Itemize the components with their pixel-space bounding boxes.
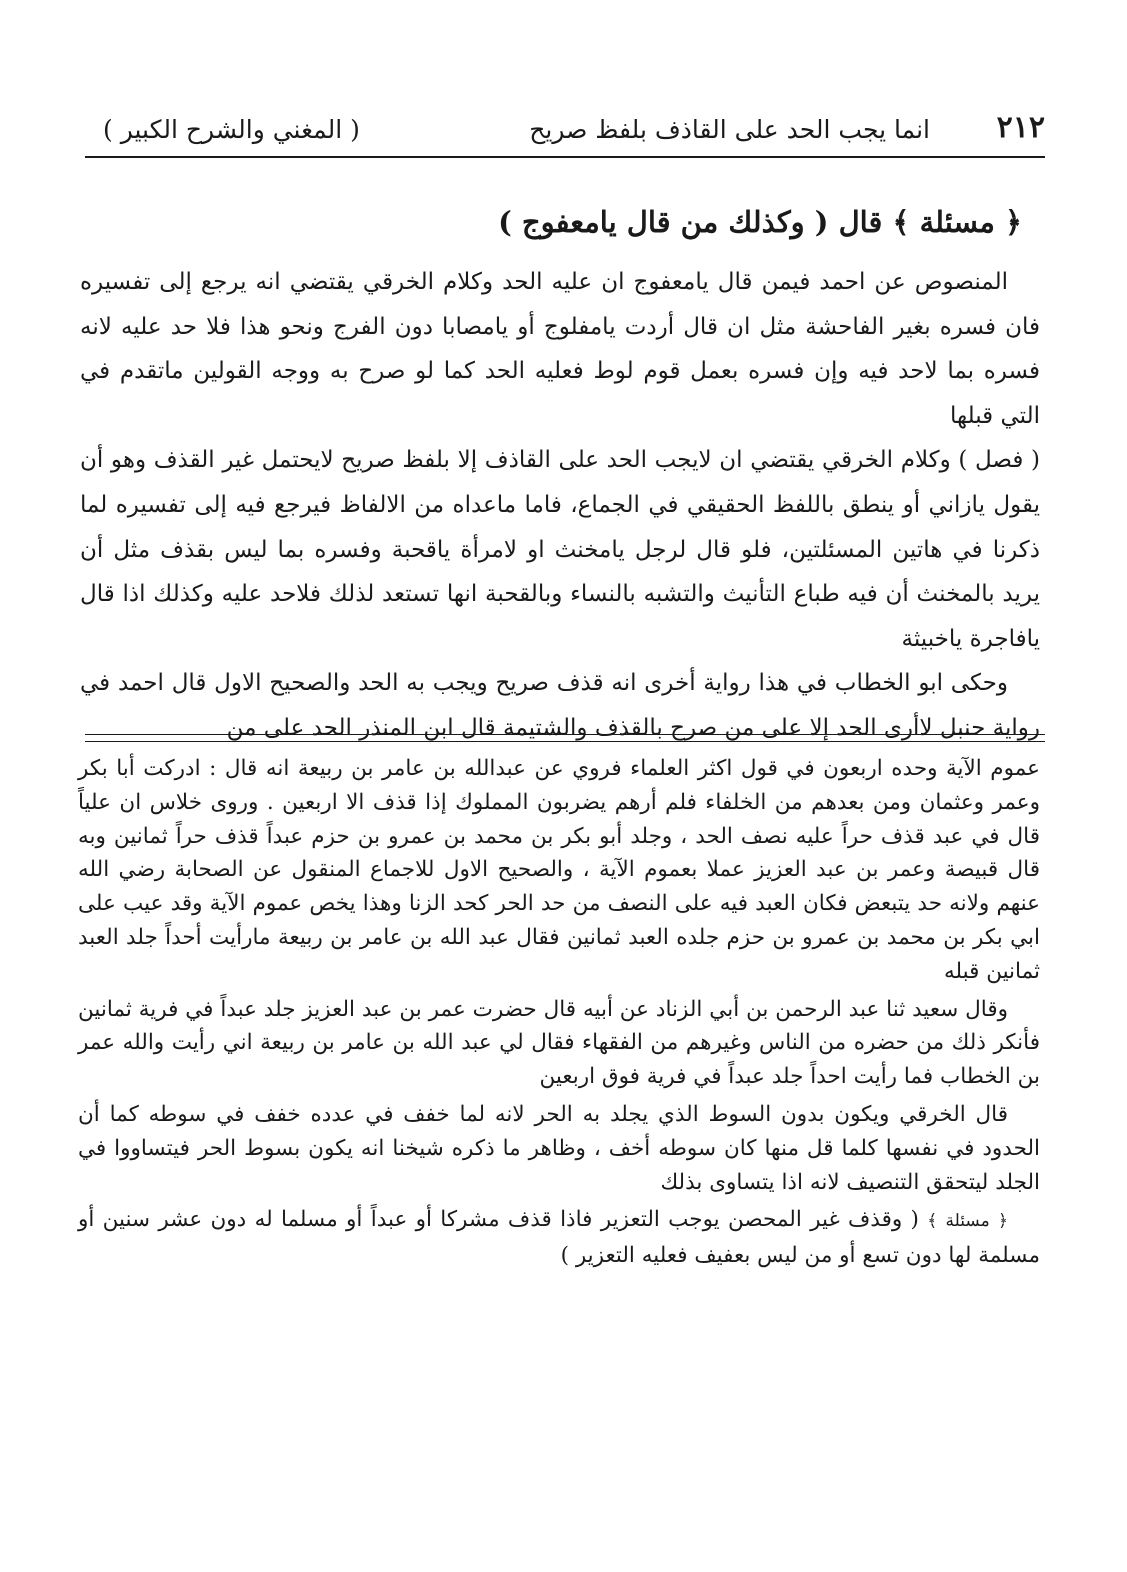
close-bracket: ﴾ — [927, 1211, 938, 1232]
main-text — [80, 192, 1040, 751]
commentary-paragraph: وقال سعيد ثنا عبد الرحمن بن أبي الزناد عن أبيه قال حضرت عمر بن عبد العزيز جلد عبداً في فرية ثمانين فأنكر ذلك من حضره من الناس وغيرهم من الفقهاء فقال لي عبد الله بن عامر بن ربيعة اني رأيت والله عمر بن الخطاب فما رأيت احداً جلد عبداً في فرية فوق اربعين — [78, 996, 1040, 1090]
header-rule — [85, 156, 1045, 158]
masala-word: مسئلة — [945, 1211, 990, 1232]
main-paragraph: ( فصل ) وكلام الخرقي يقتضي ان لايجب الحد على القاذف إلا بلفظ صريح لايحتمل غير القذف وهو أن يقول يازاني أو ينطق باللفظ الحقيقي في الجماع، فاما ماعداه من الالفاظ فيرجع فيه إلى تفسيره لما ذكرنا في هاتين المسئلتين، فلو قال لرجل يامخنث او لامرأة ياقحبة وفسره بما ليس بقذف مثل أن يريد بالمخنث أن فيه طباع التأنيث والتشبه بالنساء وبالقحبة انها تستعد لذلك فلاحد عليه وكذلك اذا قال يافاجرة ياخبيثة — [80, 447, 1040, 652]
commentary-paragraph: عموم الآية وحده اربعون في قول اكثر العلماء فروي عن عبدالله بن عامر بن ربيعة انه قال : ادركت أبا بكر وعمر وعثمان ومن بعدهم من الخلفاء فلم أرهم يضربون المملوك إذا قذف الا اربعين . وروى خلاس ان علياً قال في عبد قذف حراً عليه نصف الحد ، وجلد أبو بكر بن محمد بن عمرو بن حزم عبداً قذف حراً ثمانين وبه قال قبيصة وعمر بن عبد العزيز عملا بعموم الآية ، والصحيح الاول للاجماع المنقول عن الصحابة رضي الله عنهم ولانه حد يتبعض فكان العبد فيه على النصف من حد الحر كحد الزنا وهذا يخص عموم الآية وقد عيب على ابي بكر بن محمد بن عمرو بن حزم جلده العبد ثمانين فقال عبد الله بن عامر بن ربيعة مارأيت أحداً جلد العبد ثمانين قبله — [78, 756, 1040, 984]
section-separator — [85, 734, 1045, 742]
main-paragraph: وحكى ابو الخطاب في هذا رواية أخرى انه قذف صريح ويجب به الحد والصحيح الاول قال احمد في رواية حنبل لاأرى الحد إلا على من صرح بالقذف والشتيمة قال ابن المنذر الحد على من — [80, 670, 1040, 741]
masala-heading-text: قال ( وكذلك من قال يامعفوج ) — [498, 205, 883, 239]
open-bracket: ﴿ — [1005, 205, 1022, 239]
open-bracket: ﴿ — [998, 1211, 1008, 1232]
page-number: ٢١٢ — [996, 110, 1045, 145]
commentary-text — [78, 752, 1040, 1273]
masala-word: مسئلة — [919, 205, 995, 239]
book-title: ( المغني والشرح الكبير ) — [103, 115, 360, 144]
commentary-paragraph: قال الخرقي ويكون بدون السوط الذي يجلد به الحر لانه لما خفف في عدده خفف في سوطه كما أن الحدود في نفسها كلما قل منها كان سوطه أخف ، وظاهر ما ذكره شيخنا انه يكون بسوط الحر فيتساووا في الجلد ليتحقق التنصيف لانه اذا يتساوى بذلك — [78, 1101, 1040, 1195]
commentary-masala — [78, 1203, 1040, 1273]
running-header — [85, 108, 1045, 152]
close-bracket: ﴾ — [892, 205, 910, 239]
running-title: انما يجب الحد على القاذف بلفظ صريح — [529, 115, 930, 144]
masala-text: ( وقذف غير المحصن يوجب التعزير فاذا قذف مشركا أو عبداً أو مسلما له دون عشر سنين أو مسلمة لها دون تسع أو من ليس بعفيف فعليه التعزير ) — [78, 1207, 1040, 1269]
main-paragraph: المنصوص عن احمد فيمن قال يامعفوج ان عليه الحد وكلام الخرقي يقتضي انه يرجع إلى تفسيره فان فسره بغير الفاحشة مثل ان قال أردت يامفلوج أو يامصابا دون الفرج ونحو هذا فلا حد عليه لانه فسره بما لاحد فيه وإن فسره بعمل قوم لوط فعليه الحد كما لو صرح به ووجه القولين ماتقدم في التي قبلها — [80, 269, 1040, 429]
masala-heading — [80, 192, 1022, 252]
